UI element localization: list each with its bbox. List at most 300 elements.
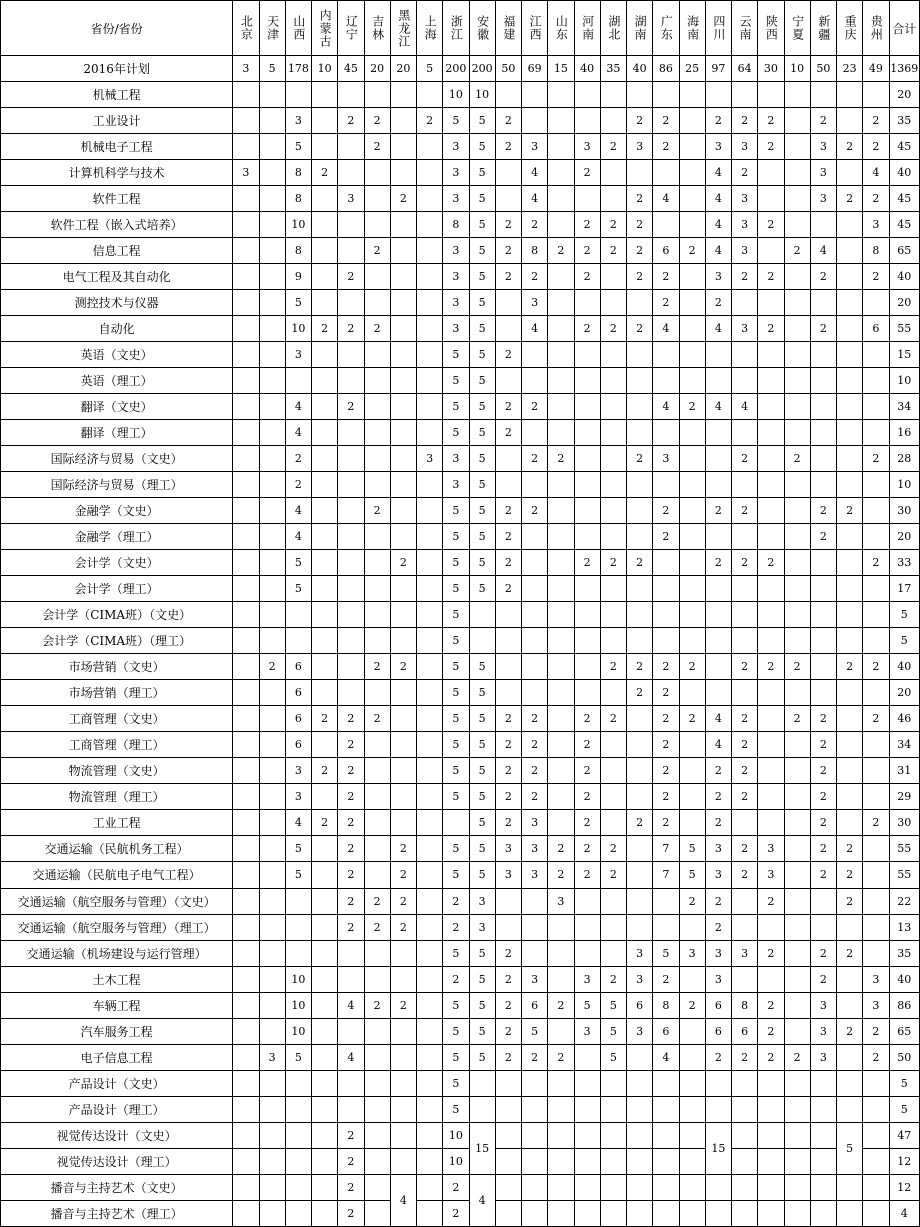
quota-cell [679, 680, 705, 706]
quota-cell: 5 [600, 1018, 626, 1044]
major-row [1, 576, 920, 602]
quota-cell: 2 [732, 550, 758, 576]
major-name: 机械工程 [1, 82, 233, 108]
quota-cell [653, 342, 679, 368]
quota-cell: 5 [469, 992, 495, 1018]
quota-cell [784, 810, 810, 836]
quota-cell [312, 186, 338, 212]
quota-cell [627, 368, 653, 394]
quota-cell [653, 914, 679, 940]
quota-cell [679, 758, 705, 784]
quota-cell [312, 628, 338, 654]
quota-cell [312, 680, 338, 706]
quota-cell [233, 108, 259, 134]
major-name: 翻译（文史） [1, 394, 233, 420]
quota-cell: 2 [338, 836, 364, 862]
quota-cell: 10 [443, 1148, 469, 1174]
quota-cell [312, 784, 338, 810]
quota-cell [574, 472, 600, 498]
quota-cell [837, 550, 863, 576]
quota-cell: 2 [758, 264, 784, 290]
quota-cell [810, 212, 836, 238]
quota-cell [259, 1122, 285, 1148]
major-row [1, 550, 920, 576]
quota-cell: 15 [469, 1122, 495, 1174]
quota-cell [810, 1070, 836, 1096]
quota-cell: 4 [469, 1174, 495, 1226]
major-name: 会计学（CIMA班）（理工） [1, 628, 233, 654]
quota-cell [233, 888, 259, 914]
quota-cell [522, 472, 548, 498]
row-total: 47 [889, 1122, 919, 1148]
quota-cell: 5 [600, 992, 626, 1018]
quota-cell [758, 1148, 784, 1174]
quota-cell: 2 [574, 706, 600, 732]
quota-cell: 5 [443, 368, 469, 394]
quota-cell [495, 914, 521, 940]
quota-cell [627, 784, 653, 810]
quota-cell [810, 368, 836, 394]
quota-cell: 10 [443, 1122, 469, 1148]
quota-cell [705, 342, 731, 368]
quota-cell [810, 1148, 836, 1174]
quota-cell: 5 [443, 654, 469, 680]
quota-cell [390, 1148, 416, 1174]
major-name: 交通运输（民航电子电气工程） [1, 862, 233, 888]
quota-cell [495, 290, 521, 316]
quota-cell [600, 524, 626, 550]
quota-cell: 5 [469, 550, 495, 576]
quota-cell: 2 [495, 940, 521, 966]
quota-cell [259, 186, 285, 212]
major-row [1, 1018, 920, 1044]
quota-cell [417, 160, 443, 186]
quota-cell [338, 420, 364, 446]
quota-cell [837, 290, 863, 316]
quota-cell: 2 [863, 1044, 889, 1070]
quota-cell: 5 [443, 342, 469, 368]
quota-cell [312, 1070, 338, 1096]
major-row [1, 992, 920, 1018]
quota-cell [810, 420, 836, 446]
quota-cell [285, 1096, 311, 1122]
quota-cell [758, 342, 784, 368]
quota-cell: 5 [469, 108, 495, 134]
quota-cell [417, 1200, 443, 1226]
quota-cell [390, 108, 416, 134]
quota-cell: 5 [285, 550, 311, 576]
quota-cell [627, 290, 653, 316]
total-header: 合计 [889, 1, 919, 56]
quota-cell: 6 [653, 1018, 679, 1044]
quota-cell [627, 602, 653, 628]
quota-cell [784, 290, 810, 316]
province-header: 江西 [522, 1, 548, 56]
quota-cell [600, 1096, 626, 1122]
quota-cell [338, 550, 364, 576]
quota-cell: 5 [259, 56, 285, 82]
quota-cell [653, 420, 679, 446]
quota-cell [495, 1174, 521, 1200]
quota-cell: 3 [705, 940, 731, 966]
quota-cell: 2 [338, 1174, 364, 1200]
quota-cell: 2 [417, 108, 443, 134]
quota-cell [390, 472, 416, 498]
quota-cell: 4 [285, 394, 311, 420]
quota-cell [390, 420, 416, 446]
quota-cell [522, 550, 548, 576]
quota-cell [312, 394, 338, 420]
quota-cell [548, 628, 574, 654]
quota-cell: 3 [574, 134, 600, 160]
quota-cell [837, 732, 863, 758]
quota-cell [417, 1148, 443, 1174]
quota-cell [259, 758, 285, 784]
quota-cell [574, 108, 600, 134]
province-header: 新疆 [810, 1, 836, 56]
quota-cell [259, 576, 285, 602]
quota-cell [784, 82, 810, 108]
quota-cell [338, 654, 364, 680]
quota-cell [758, 290, 784, 316]
row-total: 20 [889, 82, 919, 108]
quota-cell: 2 [863, 810, 889, 836]
quota-cell [627, 160, 653, 186]
major-name: 自动化 [1, 316, 233, 342]
quota-cell [548, 810, 574, 836]
quota-cell [312, 1200, 338, 1226]
quota-cell [732, 1096, 758, 1122]
quota-cell [495, 472, 521, 498]
quota-cell: 3 [810, 1018, 836, 1044]
quota-cell: 3 [495, 836, 521, 862]
major-name: 软件工程（嵌入式培养） [1, 212, 233, 238]
quota-cell [417, 524, 443, 550]
quota-cell [417, 134, 443, 160]
quota-cell [390, 212, 416, 238]
quota-cell [312, 550, 338, 576]
quota-cell [837, 628, 863, 654]
province-header: 宁夏 [784, 1, 810, 56]
quota-cell: 3 [469, 914, 495, 940]
major-name: 英语（文史） [1, 342, 233, 368]
quota-cell [863, 1148, 889, 1174]
row-total: 20 [889, 524, 919, 550]
quota-cell [627, 82, 653, 108]
quota-cell [679, 524, 705, 550]
quota-cell [600, 160, 626, 186]
quota-cell [338, 940, 364, 966]
quota-cell [285, 1122, 311, 1148]
quota-cell [312, 264, 338, 290]
quota-cell [259, 472, 285, 498]
quota-cell [784, 888, 810, 914]
quota-cell [574, 1044, 600, 1070]
quota-cell [233, 238, 259, 264]
province-header: 湖南 [627, 1, 653, 56]
quota-cell: 2 [653, 498, 679, 524]
quota-cell: 8 [732, 992, 758, 1018]
quota-cell: 5 [443, 862, 469, 888]
quota-cell: 3 [732, 316, 758, 342]
quota-cell: 5 [285, 576, 311, 602]
quota-cell: 5 [469, 836, 495, 862]
quota-cell: 5 [443, 836, 469, 862]
quota-cell [417, 1070, 443, 1096]
quota-cell [758, 966, 784, 992]
quota-cell: 2 [600, 966, 626, 992]
quota-cell: 2 [705, 108, 731, 134]
quota-cell: 2 [758, 550, 784, 576]
header-row [1, 1, 920, 56]
quota-cell [495, 654, 521, 680]
quota-cell [548, 680, 574, 706]
quota-cell [810, 550, 836, 576]
quota-cell [390, 940, 416, 966]
quota-cell: 2 [627, 810, 653, 836]
major-row [1, 1148, 920, 1174]
quota-cell [837, 576, 863, 602]
major-row [1, 628, 920, 654]
quota-cell: 5 [469, 472, 495, 498]
quota-cell [837, 238, 863, 264]
quota-cell [732, 1174, 758, 1200]
quota-cell: 40 [574, 56, 600, 82]
quota-cell: 2 [338, 316, 364, 342]
quota-cell [469, 1096, 495, 1122]
province-header: 山西 [285, 1, 311, 56]
quota-cell: 2 [495, 524, 521, 550]
quota-cell: 2 [495, 498, 521, 524]
quota-cell [837, 316, 863, 342]
quota-cell: 2 [390, 186, 416, 212]
quota-cell [758, 238, 784, 264]
quota-cell [338, 1070, 364, 1096]
quota-cell: 5 [443, 1070, 469, 1096]
quota-cell: 3 [548, 888, 574, 914]
quota-cell [653, 160, 679, 186]
quota-cell [679, 368, 705, 394]
quota-cell [732, 524, 758, 550]
quota-cell: 2 [810, 706, 836, 732]
quota-cell [390, 342, 416, 368]
quota-cell [600, 914, 626, 940]
quota-cell: 2 [338, 706, 364, 732]
quota-cell [259, 706, 285, 732]
quota-cell: 2 [495, 1044, 521, 1070]
quota-cell: 4 [705, 394, 731, 420]
major-name: 软件工程 [1, 186, 233, 212]
quota-cell [784, 1200, 810, 1226]
quota-cell: 3 [259, 1044, 285, 1070]
quota-cell: 2 [600, 238, 626, 264]
quota-cell: 10 [285, 992, 311, 1018]
quota-cell [627, 914, 653, 940]
major-name: 产品设计（理工） [1, 1096, 233, 1122]
quota-cell: 2 [548, 836, 574, 862]
quota-cell [784, 394, 810, 420]
row-total: 45 [889, 186, 919, 212]
quota-cell [784, 1096, 810, 1122]
quota-cell [679, 186, 705, 212]
quota-cell [863, 836, 889, 862]
quota-cell: 5 [285, 862, 311, 888]
quota-cell: 2 [495, 342, 521, 368]
quota-cell [732, 1148, 758, 1174]
quota-cell: 10 [285, 1018, 311, 1044]
quota-cell: 3 [758, 836, 784, 862]
quota-cell [417, 420, 443, 446]
quota-cell [522, 108, 548, 134]
quota-cell: 2 [784, 654, 810, 680]
quota-cell: 5 [443, 940, 469, 966]
quota-cell [837, 680, 863, 706]
major-row [1, 888, 920, 914]
quota-cell [758, 472, 784, 498]
quota-cell [259, 888, 285, 914]
quota-cell [417, 1122, 443, 1148]
quota-cell: 2 [705, 914, 731, 940]
quota-cell: 2 [495, 264, 521, 290]
quota-cell [233, 264, 259, 290]
row-total: 1369 [889, 56, 919, 82]
quota-cell [600, 1070, 626, 1096]
quota-cell [233, 342, 259, 368]
major-name: 车辆工程 [1, 992, 233, 1018]
quota-cell: 2 [784, 1044, 810, 1070]
quota-cell [233, 1174, 259, 1200]
quota-cell [679, 810, 705, 836]
quota-cell [364, 680, 390, 706]
quota-cell: 3 [732, 212, 758, 238]
quota-cell: 2 [627, 264, 653, 290]
quota-cell [522, 342, 548, 368]
row-total: 20 [889, 290, 919, 316]
row-total: 65 [889, 238, 919, 264]
quota-cell: 8 [522, 238, 548, 264]
major-row [1, 940, 920, 966]
quota-cell: 2 [390, 836, 416, 862]
major-name: 工业工程 [1, 810, 233, 836]
quota-cell [784, 758, 810, 784]
quota-cell: 20 [390, 56, 416, 82]
quota-cell [600, 394, 626, 420]
quota-cell: 4 [285, 810, 311, 836]
quota-cell [548, 498, 574, 524]
province-header: 上海 [417, 1, 443, 56]
quota-cell [338, 368, 364, 394]
row-total: 46 [889, 706, 919, 732]
quota-cell: 2 [443, 1174, 469, 1200]
quota-cell [784, 940, 810, 966]
quota-cell: 4 [705, 732, 731, 758]
quota-cell [863, 576, 889, 602]
quota-cell: 2 [338, 914, 364, 940]
quota-cell [417, 914, 443, 940]
major-name: 汽车服务工程 [1, 1018, 233, 1044]
quota-cell: 2 [338, 758, 364, 784]
quota-cell [758, 368, 784, 394]
quota-cell [837, 394, 863, 420]
quota-cell [600, 290, 626, 316]
quota-cell: 2 [495, 134, 521, 160]
major-row [1, 186, 920, 212]
quota-cell [758, 784, 784, 810]
quota-cell: 2 [495, 1018, 521, 1044]
quota-cell [390, 1096, 416, 1122]
quota-cell: 2 [364, 238, 390, 264]
quota-cell [548, 212, 574, 238]
row-total: 5 [889, 628, 919, 654]
quota-cell [390, 134, 416, 160]
quota-cell [390, 810, 416, 836]
quota-cell: 2 [443, 914, 469, 940]
quota-cell [548, 394, 574, 420]
quota-cell [417, 602, 443, 628]
quota-cell [364, 836, 390, 862]
quota-cell [259, 1200, 285, 1226]
quota-cell [810, 342, 836, 368]
quota-cell: 2 [495, 394, 521, 420]
quota-cell: 2 [653, 784, 679, 810]
quota-cell [548, 420, 574, 446]
quota-cell [732, 1122, 758, 1148]
quota-cell [233, 966, 259, 992]
quota-cell [600, 758, 626, 784]
quota-cell [600, 368, 626, 394]
quota-cell [312, 576, 338, 602]
quota-cell: 7 [653, 862, 679, 888]
quota-cell: 3 [443, 316, 469, 342]
quota-cell [312, 654, 338, 680]
quota-cell: 3 [627, 134, 653, 160]
quota-cell [574, 940, 600, 966]
quota-cell [758, 1174, 784, 1200]
quota-cell: 2 [548, 1044, 574, 1070]
quota-cell [312, 940, 338, 966]
quota-cell: 2 [784, 238, 810, 264]
quota-cell [600, 446, 626, 472]
quota-cell: 2 [600, 862, 626, 888]
major-row [1, 602, 920, 628]
quota-cell [338, 524, 364, 550]
quota-cell [364, 264, 390, 290]
quota-cell: 5 [469, 186, 495, 212]
quota-cell [600, 810, 626, 836]
quota-cell [233, 550, 259, 576]
quota-cell: 2 [338, 1200, 364, 1226]
quota-cell [679, 498, 705, 524]
major-name: 土木工程 [1, 966, 233, 992]
major-name: 市场营销（理工） [1, 680, 233, 706]
quota-cell [679, 1174, 705, 1200]
quota-cell [364, 446, 390, 472]
row-total: 55 [889, 836, 919, 862]
quota-cell [784, 420, 810, 446]
quota-cell [732, 82, 758, 108]
quota-cell [233, 732, 259, 758]
quota-cell [679, 602, 705, 628]
quota-cell: 3 [522, 810, 548, 836]
quota-cell [837, 758, 863, 784]
quota-cell: 2 [600, 654, 626, 680]
quota-cell [338, 212, 364, 238]
quota-cell [364, 1044, 390, 1070]
quota-cell [259, 446, 285, 472]
major-name: 工业设计 [1, 108, 233, 134]
quota-cell: 3 [522, 134, 548, 160]
quota-cell [784, 784, 810, 810]
